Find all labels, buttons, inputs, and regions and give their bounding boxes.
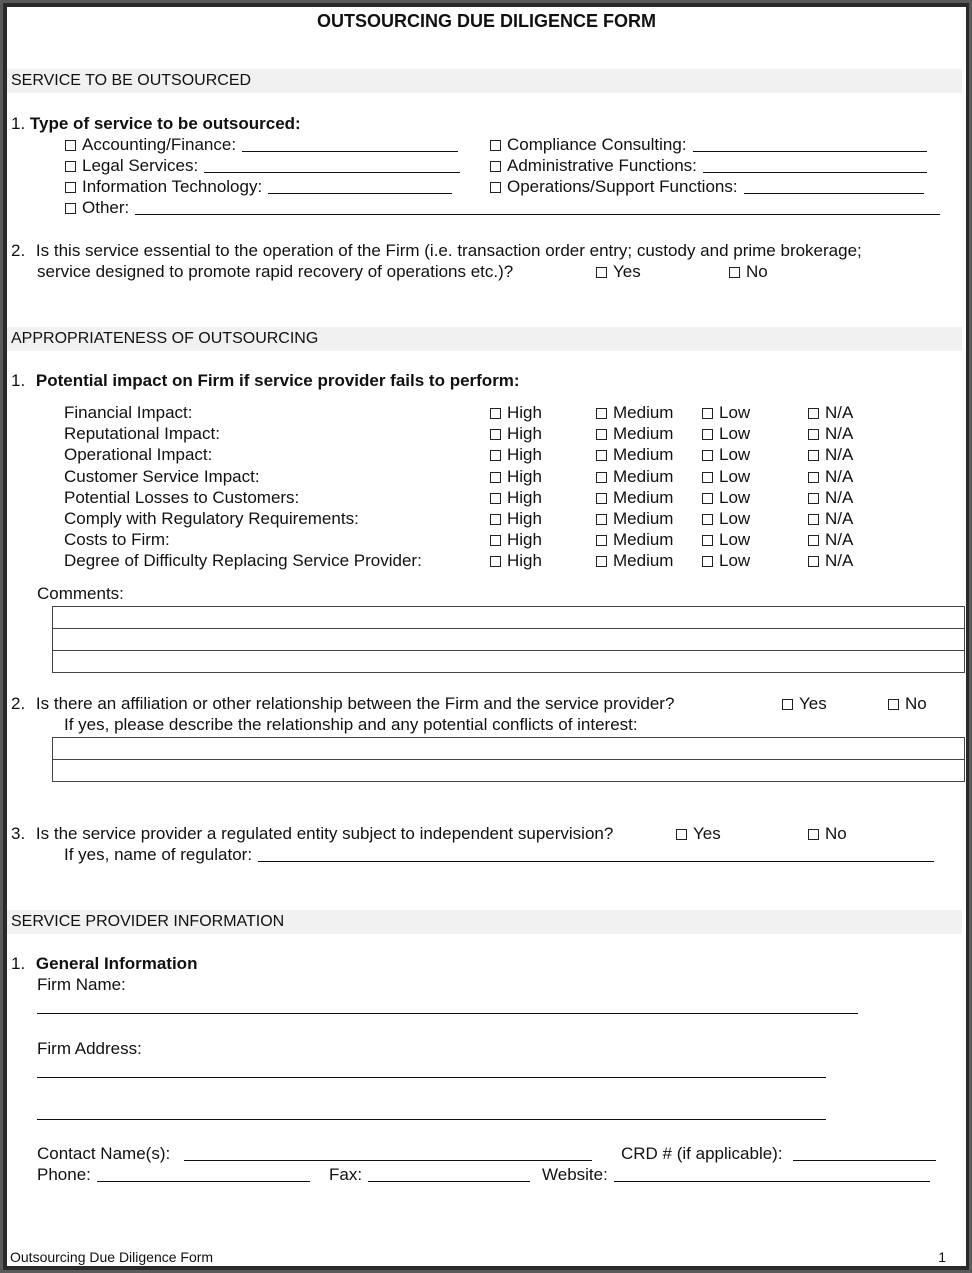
comments-label: Comments: bbox=[37, 584, 124, 603]
rating-option-na[interactable] bbox=[808, 508, 853, 529]
phone-field[interactable] bbox=[37, 1164, 310, 1185]
option-label: N/A bbox=[825, 403, 854, 422]
q2-affiliation-followup: If yes, please describe the relationship and any potential conflicts of interest: bbox=[64, 715, 638, 734]
checkbox[interactable] bbox=[490, 450, 501, 461]
checkbox[interactable] bbox=[490, 472, 501, 483]
checkbox[interactable] bbox=[702, 514, 713, 525]
comments-line[interactable] bbox=[53, 629, 964, 651]
option-label: N/A bbox=[825, 424, 854, 444]
checkbox[interactable] bbox=[808, 556, 819, 567]
q1-service-type-heading bbox=[11, 113, 301, 134]
q2-essential-service bbox=[11, 240, 862, 261]
rating-option-medium[interactable] bbox=[596, 508, 673, 529]
regulator-name-field[interactable] bbox=[64, 844, 934, 865]
option-label: Legal Services: bbox=[82, 156, 199, 175]
checkbox[interactable] bbox=[596, 472, 607, 483]
rating-option-na[interactable] bbox=[808, 402, 853, 423]
footer-title: Outsourcing Due Diligence Form bbox=[10, 1249, 214, 1265]
comments-box[interactable] bbox=[52, 606, 965, 673]
option-label: N/A bbox=[825, 445, 854, 465]
checkbox[interactable] bbox=[702, 450, 713, 461]
option-label: Information Technology: bbox=[82, 177, 263, 196]
q2-yes-option[interactable] bbox=[596, 261, 641, 282]
rating-option-high[interactable] bbox=[490, 487, 542, 508]
question-label: Potential impact on Firm if service provider fails to perform: bbox=[35, 371, 520, 390]
q2-no-option[interactable] bbox=[729, 261, 768, 282]
page-frame bbox=[3, 3, 969, 1270]
rating-option-low[interactable] bbox=[702, 402, 750, 423]
rating-option-na[interactable] bbox=[808, 466, 853, 487]
rating-option-medium[interactable] bbox=[596, 550, 673, 571]
option-label: Medium bbox=[613, 530, 674, 550]
comments-line[interactable] bbox=[53, 607, 964, 629]
rating-option-medium[interactable] bbox=[596, 487, 673, 508]
rating-option-na[interactable] bbox=[808, 444, 853, 465]
rating-option-medium[interactable] bbox=[596, 423, 673, 444]
question-number: 2. bbox=[11, 694, 26, 713]
rating-option-low[interactable] bbox=[702, 529, 750, 550]
text-line-field[interactable] bbox=[258, 846, 934, 862]
option-label: Low bbox=[719, 403, 751, 422]
option-label: High bbox=[507, 551, 542, 571]
q3-regulated-yes[interactable] bbox=[676, 823, 721, 844]
contact-names-field[interactable] bbox=[37, 1143, 592, 1164]
option-label: No bbox=[825, 824, 847, 843]
checkbox[interactable] bbox=[490, 493, 501, 504]
text-line-field[interactable] bbox=[204, 157, 460, 173]
checkbox[interactable] bbox=[888, 699, 899, 710]
option-label: N/A bbox=[825, 551, 854, 571]
option-label: Administrative Functions: bbox=[507, 156, 697, 175]
rating-option-medium[interactable] bbox=[596, 444, 673, 465]
checkbox[interactable] bbox=[596, 408, 607, 419]
text-line-field[interactable] bbox=[614, 1166, 930, 1182]
crd-number-field[interactable] bbox=[621, 1143, 936, 1164]
text-line-field[interactable] bbox=[268, 178, 452, 194]
rating-option-medium[interactable] bbox=[596, 529, 673, 550]
checkbox[interactable] bbox=[596, 450, 607, 461]
option-label: High bbox=[507, 487, 542, 507]
field-label: Phone: bbox=[37, 1165, 91, 1184]
option-label: Low bbox=[719, 445, 751, 465]
option-label: Low bbox=[719, 424, 751, 444]
firm-address-line-1[interactable] bbox=[37, 1077, 826, 1078]
question-text: Is there an affiliation or other relationship between the Firm and the service provider? bbox=[35, 694, 675, 713]
field-label: If yes, name of regulator: bbox=[64, 845, 253, 864]
question-label: Type of service to be outsourced: bbox=[29, 114, 301, 133]
option-label: Medium bbox=[613, 509, 674, 528]
rating-option-low[interactable] bbox=[702, 423, 750, 444]
rating-option-low[interactable] bbox=[702, 550, 750, 571]
page-title: OUTSOURCING DUE DILIGENCE FORM bbox=[316, 11, 656, 31]
rating-option-low[interactable] bbox=[702, 487, 750, 508]
option-label: Medium bbox=[613, 551, 674, 571]
rating-option-medium[interactable] bbox=[596, 466, 673, 487]
checkbox[interactable] bbox=[808, 408, 819, 419]
checkbox[interactable] bbox=[808, 472, 819, 483]
fax-field[interactable] bbox=[329, 1164, 530, 1185]
option-label: Low bbox=[719, 551, 751, 571]
option-label: N/A bbox=[825, 466, 854, 486]
q3-regulated-no[interactable] bbox=[808, 823, 847, 844]
text-line-field[interactable] bbox=[368, 1166, 530, 1182]
rating-option-high[interactable] bbox=[490, 529, 542, 550]
option-information-technology[interactable] bbox=[65, 176, 452, 197]
checkbox[interactable] bbox=[490, 556, 501, 567]
checkbox[interactable] bbox=[702, 429, 713, 440]
text-line-field[interactable] bbox=[242, 136, 458, 152]
checkbox[interactable] bbox=[65, 161, 76, 172]
option-label: N/A bbox=[825, 487, 854, 507]
impact-row-label: Customer Service Impact: bbox=[64, 466, 260, 486]
checkbox[interactable] bbox=[702, 535, 713, 546]
checkbox[interactable] bbox=[808, 514, 819, 525]
option-operations-support[interactable] bbox=[490, 176, 924, 197]
option-label: No bbox=[905, 694, 927, 713]
checkbox[interactable] bbox=[596, 556, 607, 567]
rating-option-high[interactable] bbox=[490, 423, 542, 444]
option-label: N/A bbox=[825, 509, 854, 528]
checkbox[interactable] bbox=[808, 535, 819, 546]
checkbox[interactable] bbox=[702, 556, 713, 567]
question-text: Is this service essential to the operation of the Firm (i.e. transaction order entry; custody and prime brokerage; bbox=[35, 241, 862, 260]
text-line-field[interactable] bbox=[703, 157, 927, 173]
checkbox[interactable] bbox=[808, 450, 819, 461]
checkbox[interactable] bbox=[65, 182, 76, 193]
rating-option-high[interactable] bbox=[490, 402, 542, 423]
field-label: Website: bbox=[542, 1165, 608, 1184]
option-label: Low bbox=[719, 487, 751, 507]
option-label: Yes bbox=[693, 824, 721, 843]
rating-option-low[interactable] bbox=[702, 508, 750, 529]
text-line-field[interactable] bbox=[97, 1166, 310, 1182]
checkbox[interactable] bbox=[490, 429, 501, 440]
general-information-heading bbox=[11, 953, 197, 974]
checkbox[interactable] bbox=[490, 514, 501, 525]
question-number: 2. bbox=[11, 241, 26, 260]
checkbox[interactable] bbox=[596, 493, 607, 504]
option-label: High bbox=[507, 530, 542, 550]
question-number: 3. bbox=[11, 824, 26, 843]
rating-option-high[interactable] bbox=[490, 466, 542, 487]
rating-option-high[interactable] bbox=[490, 508, 542, 529]
rating-option-low[interactable] bbox=[702, 466, 750, 487]
checkbox[interactable] bbox=[490, 161, 501, 172]
q3-regulated-entity bbox=[11, 823, 613, 844]
website-field[interactable] bbox=[542, 1164, 930, 1185]
firm-name-line[interactable] bbox=[37, 1013, 858, 1014]
question-number: 1. bbox=[11, 954, 26, 973]
checkbox[interactable] bbox=[596, 429, 607, 440]
option-label: High bbox=[507, 509, 542, 528]
option-label: High bbox=[507, 445, 542, 465]
checkbox[interactable] bbox=[65, 203, 76, 214]
section-header-service: SERVICE TO BE OUTSOURCED bbox=[7, 69, 962, 93]
text-line-field[interactable] bbox=[693, 136, 927, 152]
option-label: High bbox=[507, 403, 542, 422]
option-compliance-consulting[interactable] bbox=[490, 134, 927, 155]
rating-option-high[interactable] bbox=[490, 550, 542, 571]
option-label: High bbox=[507, 466, 542, 486]
comments-line[interactable] bbox=[53, 651, 964, 672]
rating-option-na[interactable] bbox=[808, 487, 853, 508]
question-number: 1. bbox=[11, 371, 26, 390]
checkbox[interactable] bbox=[702, 472, 713, 483]
option-label: Low bbox=[719, 466, 751, 486]
impact-row-label: Reputational Impact: bbox=[64, 424, 220, 444]
form-sheet bbox=[7, 7, 966, 1266]
option-label: Accounting/Finance: bbox=[82, 135, 237, 154]
q2-affiliation bbox=[11, 693, 674, 714]
option-label: Operations/Support Functions: bbox=[507, 177, 738, 196]
option-label: Compliance Consulting: bbox=[507, 135, 687, 154]
text-line-field[interactable] bbox=[135, 199, 940, 215]
rating-option-na[interactable] bbox=[808, 423, 853, 444]
impact-row-label: Operational Impact: bbox=[64, 445, 213, 465]
option-label: Low bbox=[719, 530, 751, 550]
firm-address-line-2[interactable] bbox=[37, 1119, 826, 1120]
rating-option-na[interactable] bbox=[808, 529, 853, 550]
option-legal-services[interactable] bbox=[65, 155, 460, 176]
checkbox[interactable] bbox=[676, 829, 687, 840]
field-label: Fax: bbox=[329, 1165, 363, 1184]
checkbox[interactable] bbox=[729, 267, 740, 278]
option-label: Medium bbox=[613, 466, 674, 486]
option-label: No bbox=[746, 262, 768, 281]
question-text: Is the service provider a regulated entity subject to independent supervision? bbox=[35, 824, 614, 843]
q2-affiliation-no[interactable] bbox=[888, 693, 927, 714]
option-other[interactable] bbox=[65, 197, 940, 218]
option-label: Yes bbox=[613, 262, 641, 281]
relationship-description-box[interactable] bbox=[52, 737, 965, 782]
rating-option-low[interactable] bbox=[702, 444, 750, 465]
option-label: Medium bbox=[613, 445, 674, 465]
option-label: Yes bbox=[799, 694, 827, 713]
checkbox[interactable] bbox=[596, 267, 607, 278]
description-line[interactable] bbox=[53, 760, 964, 781]
text-line-field[interactable] bbox=[793, 1145, 936, 1161]
option-accounting-finance[interactable] bbox=[65, 134, 458, 155]
q2-essential-service-line2: service designed to promote rapid recovery of operations etc.)? bbox=[37, 262, 514, 281]
q2-affiliation-yes[interactable] bbox=[782, 693, 827, 714]
q1-impact-heading bbox=[11, 370, 520, 391]
field-label: Contact Name(s): bbox=[37, 1144, 171, 1163]
option-label: Medium bbox=[613, 403, 674, 422]
question-number: 1. bbox=[11, 114, 26, 133]
text-line-field[interactable] bbox=[184, 1145, 592, 1161]
section-header-provider-info: SERVICE PROVIDER INFORMATION bbox=[7, 910, 962, 934]
option-label: Medium bbox=[613, 424, 674, 444]
option-label: Medium bbox=[613, 487, 674, 507]
text-line-field[interactable] bbox=[744, 178, 924, 194]
firm-name-label: Firm Name: bbox=[37, 975, 126, 994]
checkbox[interactable] bbox=[596, 535, 607, 546]
firm-address-label: Firm Address: bbox=[37, 1039, 142, 1058]
checkbox[interactable] bbox=[702, 493, 713, 504]
rating-option-high[interactable] bbox=[490, 444, 542, 465]
checkbox[interactable] bbox=[596, 514, 607, 525]
checkbox[interactable] bbox=[490, 182, 501, 193]
impact-row-label: Costs to Firm: bbox=[64, 530, 170, 550]
checkbox[interactable] bbox=[65, 140, 76, 151]
section-header-appropriateness: APPROPRIATENESS OF OUTSOURCING bbox=[7, 327, 962, 351]
checkbox[interactable] bbox=[490, 535, 501, 546]
page-number: 1 bbox=[938, 1249, 946, 1265]
option-label: Low bbox=[719, 509, 751, 528]
option-label: High bbox=[507, 424, 542, 444]
rating-option-medium[interactable] bbox=[596, 402, 673, 423]
field-label: CRD # (if applicable): bbox=[621, 1144, 783, 1163]
question-label: General Information bbox=[35, 954, 198, 973]
checkbox[interactable] bbox=[808, 829, 819, 840]
impact-row-label: Comply with Regulatory Requirements: bbox=[64, 509, 359, 528]
impact-row-label: Financial Impact: bbox=[64, 403, 193, 422]
checkbox[interactable] bbox=[782, 699, 793, 710]
rating-option-na[interactable] bbox=[808, 550, 853, 571]
description-line[interactable] bbox=[53, 738, 964, 760]
checkbox[interactable] bbox=[490, 140, 501, 151]
impact-row-label: Potential Losses to Customers: bbox=[64, 487, 300, 507]
checkbox[interactable] bbox=[808, 429, 819, 440]
checkbox[interactable] bbox=[490, 408, 501, 419]
checkbox[interactable] bbox=[808, 493, 819, 504]
option-label: Other: bbox=[82, 198, 130, 217]
checkbox[interactable] bbox=[702, 408, 713, 419]
impact-row-label: Degree of Difficulty Replacing Service Provider: bbox=[64, 551, 422, 571]
option-label: N/A bbox=[825, 530, 854, 550]
option-administrative-functions[interactable] bbox=[490, 155, 927, 176]
